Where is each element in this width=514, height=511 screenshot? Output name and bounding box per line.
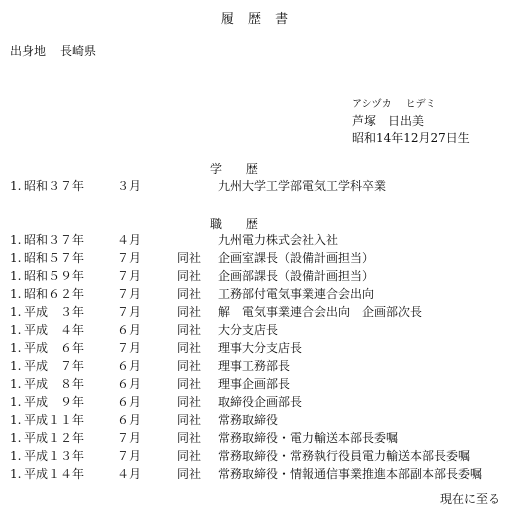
- row-year: 平成 ４年: [24, 323, 85, 337]
- row-year: 平成１１年: [24, 413, 85, 427]
- row-company: 同社: [177, 467, 202, 481]
- history-row: [0, 178, 514, 194]
- row-month: ６月: [117, 359, 142, 373]
- history-row: [0, 340, 514, 356]
- birthplace-value: 長崎県: [60, 44, 97, 58]
- name-kana: [352, 95, 436, 110]
- row-company: 同社: [177, 413, 202, 427]
- career-heading: 職 歴: [210, 217, 268, 231]
- row-year: 昭和３７年: [24, 179, 85, 193]
- row-number: 1.: [10, 341, 22, 355]
- row-description: 解 電気事業連合会出向 企画部次長: [218, 305, 423, 319]
- row-month: ３月: [117, 179, 142, 193]
- row-month: ７月: [117, 431, 142, 445]
- history-row: [0, 322, 514, 338]
- history-row: [0, 232, 514, 248]
- row-year: 平成 ９年: [24, 395, 85, 409]
- history-row: [0, 286, 514, 302]
- row-description: 理事大分支店長: [218, 341, 303, 355]
- row-month: ７月: [117, 449, 142, 463]
- row-description: 九州大学工学部電気工学科卒業: [218, 179, 387, 193]
- given-name: 日出美: [388, 114, 425, 128]
- row-year: 平成 ７年: [24, 359, 85, 373]
- row-number: 1.: [10, 431, 22, 445]
- history-row: [0, 466, 514, 482]
- row-number: 1.: [10, 269, 22, 283]
- row-month: ７月: [117, 341, 142, 355]
- row-company: 同社: [177, 269, 202, 283]
- surname: 芦塚: [352, 114, 377, 128]
- birth-date: 昭和14年12月27日生: [352, 131, 470, 145]
- row-month: ６月: [117, 413, 142, 427]
- row-year: 平成１３年: [24, 449, 85, 463]
- birthplace: [10, 42, 96, 59]
- row-number: 1.: [10, 467, 22, 481]
- closing-note: 現在に至る: [440, 492, 501, 506]
- row-year: 昭和６２年: [24, 287, 85, 301]
- row-company: 同社: [177, 287, 202, 301]
- history-row: [0, 250, 514, 266]
- row-description: 大分支店長: [218, 323, 279, 337]
- row-company: 同社: [177, 449, 202, 463]
- row-month: ７月: [117, 269, 142, 283]
- row-number: 1.: [10, 359, 22, 373]
- row-month: ６月: [117, 377, 142, 391]
- row-month: ７月: [117, 251, 142, 265]
- row-number: 1.: [10, 287, 22, 301]
- education-heading: 学 歴: [210, 162, 268, 176]
- person-name: [352, 112, 424, 129]
- row-number: 1.: [10, 233, 22, 247]
- row-month: ６月: [117, 323, 142, 337]
- kana-given: ヒデミ: [405, 99, 436, 110]
- row-number: 1.: [10, 377, 22, 391]
- row-description: 企画室課長（設備計画担当）: [218, 251, 375, 265]
- row-description: 常務取締役: [218, 413, 279, 427]
- document-title: 履 歴 書: [220, 12, 294, 27]
- row-month: ６月: [117, 395, 142, 409]
- row-number: 1.: [10, 449, 22, 463]
- row-description: 企画部課長（設備計画担当）: [218, 269, 375, 283]
- row-company: 同社: [177, 377, 202, 391]
- row-description: 工務部付電気事業連合会出向: [218, 287, 375, 301]
- row-description: 取締役企画部長: [218, 395, 303, 409]
- row-company: 同社: [177, 305, 202, 319]
- row-year: 平成 ８年: [24, 377, 85, 391]
- row-month: ７月: [117, 305, 142, 319]
- row-year: 平成 ６年: [24, 341, 85, 355]
- history-row: [0, 394, 514, 410]
- row-description: 常務取締役・常務執行役員電力輸送本部長委嘱: [218, 449, 471, 463]
- row-company: 同社: [177, 395, 202, 409]
- row-description: 常務取締役・電力輸送本部長委嘱: [218, 431, 399, 445]
- row-year: 平成１２年: [24, 431, 85, 445]
- row-year: 昭和５７年: [24, 251, 85, 265]
- history-row: [0, 412, 514, 428]
- history-row: [0, 376, 514, 392]
- row-number: 1.: [10, 323, 22, 337]
- row-year: 昭和５９年: [24, 269, 85, 283]
- row-number: 1.: [10, 251, 22, 265]
- history-row: [0, 358, 514, 374]
- row-number: 1.: [10, 413, 22, 427]
- row-number: 1.: [10, 305, 22, 319]
- row-month: ７月: [117, 287, 142, 301]
- row-year: 平成１４年: [24, 467, 85, 481]
- row-company: 同社: [177, 341, 202, 355]
- row-description: 九州電力株式会社入社: [218, 233, 339, 247]
- row-year: 平成 ３年: [24, 305, 85, 319]
- history-row: [0, 268, 514, 284]
- row-month: ４月: [117, 467, 142, 481]
- row-company: 同社: [177, 251, 202, 265]
- kana-surname: アシヅカ: [352, 99, 392, 110]
- row-description: 理事工務部長: [218, 359, 291, 373]
- history-row: [0, 448, 514, 464]
- row-number: 1.: [10, 179, 22, 193]
- history-row: [0, 304, 514, 320]
- row-month: ４月: [117, 233, 142, 247]
- row-description: 理事企画部長: [218, 377, 291, 391]
- row-year: 昭和３７年: [24, 233, 85, 247]
- row-company: 同社: [177, 323, 202, 337]
- birthplace-label: 出身地: [10, 44, 47, 58]
- history-row: [0, 430, 514, 446]
- row-company: 同社: [177, 431, 202, 445]
- row-number: 1.: [10, 395, 22, 409]
- row-description: 常務取締役・情報通信事業推進本部副本部長委嘱: [218, 467, 483, 481]
- row-company: 同社: [177, 359, 202, 373]
